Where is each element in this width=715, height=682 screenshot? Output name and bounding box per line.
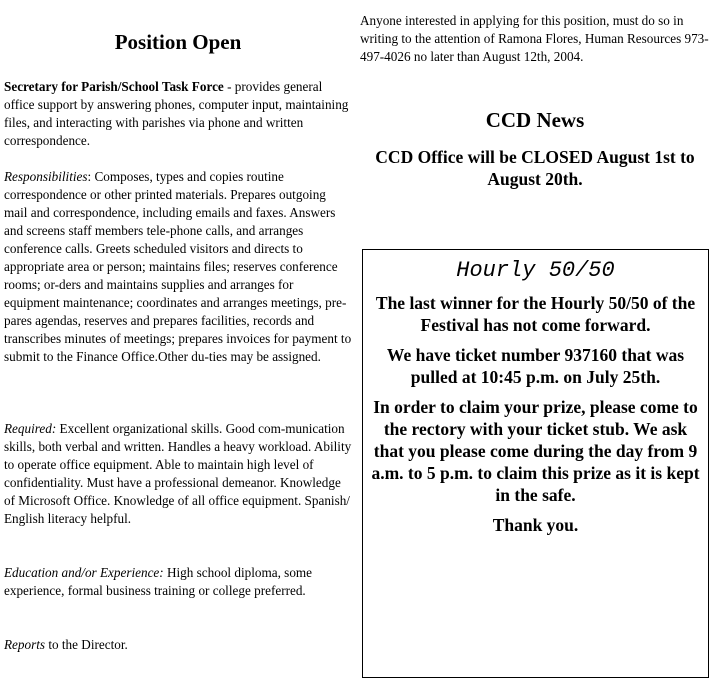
raffle-heading: Hourly 50/50	[456, 258, 615, 283]
intro-paragraph	[4, 78, 352, 150]
education-label: Education and/or Experience:	[4, 565, 164, 580]
required-paragraph	[4, 420, 352, 528]
job-title: Secretary for Parish/School Task Force	[4, 79, 224, 94]
position-open-heading: Position Open	[114, 30, 242, 54]
application-instructions: Anyone interested in applying for this position, must do so in writing to the attention of Ramona Flores, Human Resources 973-497-4026 no later than August 12th, 2004.	[360, 13, 709, 64]
required-text: Excellent organizational skills. Good com-munication skills, both verbal and written. Handles a heavy workload. Ability to operate office equipment. Able to maintain high level of confidentiality. Must have a professional demeanor. Knowledge of Microsoft Office. Knowledge of all office equipment. Spanish/ English literacy helpful.	[4, 421, 352, 526]
reports-text: to the Director.	[45, 637, 128, 652]
required-label: Required:	[4, 421, 57, 436]
raffle-paragraph: The last winner for the Hourly 50/50 of the Festival has not come forward.	[375, 293, 696, 335]
ccd-news-heading: CCD News	[485, 108, 585, 132]
reports-paragraph	[4, 636, 352, 654]
responsibilities-paragraph	[4, 168, 352, 366]
raffle-body	[369, 292, 702, 544]
education-text: High school diploma, some experience, formal business training or college preferred.	[4, 565, 313, 598]
raffle-paragraph: Thank you.	[492, 515, 579, 535]
reports-label: Reports	[4, 637, 46, 652]
ccd-closure-notice: CCD Office will be CLOSED August 1st to August 20th.	[375, 147, 695, 189]
intro-text: - provides general office support by answering phones, computer input, maintaining files, and interacting with parishes via phone and written correspondence.	[4, 79, 349, 148]
raffle-paragraph: In order to claim your prize, please come to the rectory with your ticket stub. We ask that you please come during the day from 9 a.m. to 5 p.m. to claim this prize as it is kept in the safe.	[371, 397, 700, 505]
raffle-paragraph: We have ticket number 937160 that was pulled at 10:45 p.m. on July 25th.	[386, 345, 685, 387]
education-paragraph	[4, 564, 352, 600]
responsibilities-label: Responsibilities	[4, 169, 88, 184]
hourly-raffle-box	[362, 249, 709, 678]
responsibilities-text: : Composes, types and copies routine correspondence or other printed materials. Prepares outgoing mail and correspondence, including emails and faxes. Answers and screens staff members tele-phone calls, and arranges conference calls. Greets scheduled visitors and directs to appropriate area or person; maintains files; reserves conference rooms; or-ders and maintains supplies and arranges for equipment maintenance; coordinates and arranges meetings, pre-pares agendas, reserves and prepares facilities, records and transcribes minutes of meetings; prepares invoices for payment to submit to the Finance Office.Other du-ties may be assigned.	[4, 169, 352, 364]
